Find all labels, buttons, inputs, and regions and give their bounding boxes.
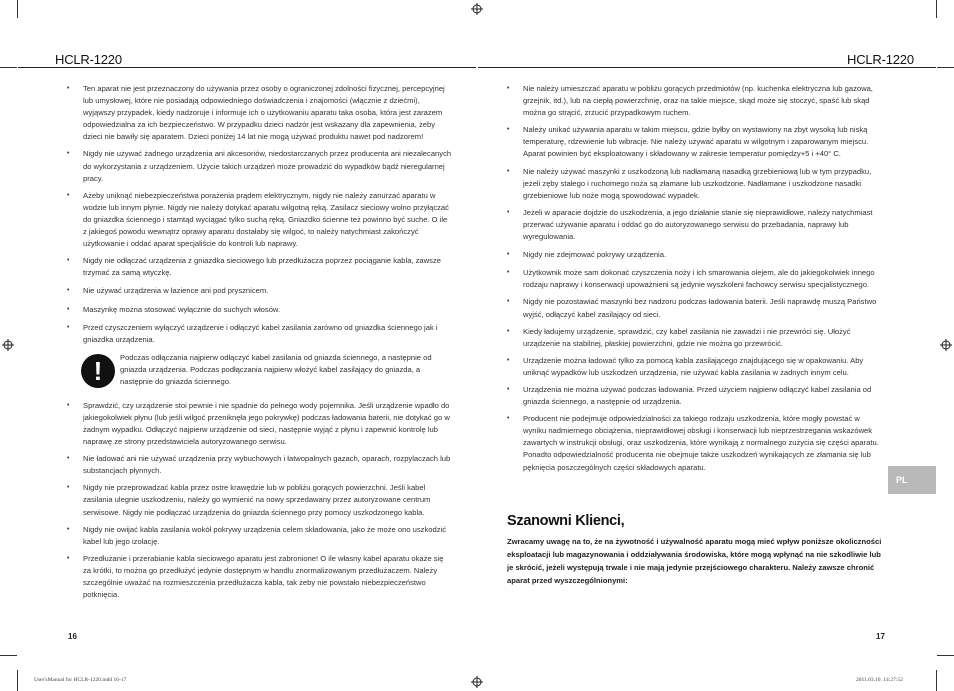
list-item: • Przed czyszczeniem wyłączyć urządzenie i odłączyć kabel zasilania zarówno od gniazdka ściennego jak i gniazdka urządzenia. — [67, 322, 452, 346]
list-item: • Nie należy używać maszynki z uszkodzoną lub nadłamaną nasadką grzebieniową lub w tym przypadku, jeżeli zęby stałego i ruchomego noża są złamane lub uszkodzone. Nadłamane i uszkodzone nasadki grzebieniowe lub noże mogą spowodować wypadek. — [507, 166, 885, 202]
list-item: • Ażeby uniknąć niebezpieczeństwa porażenia prądem elektrycznym, nigdy nie należy zanurzać aparatu w wodzie lub innym płynie. Nigdy nie należy dotykać aparatu wilgotną ręką. Zasilacz sieciowy wolno przyłączać do gniazdka ściennego i stamtąd wyciągać tylko suchą ręką. Gniazdko ścienne też powinno być suche. O ile z jakiegoś powodu wewnątrz oprawy aparatu dostałaby się wilgoć, to należy natychmiast zakończyć użytkowanie i oddać aparat specjaliście do kontroli lub naprawy. — [67, 190, 452, 250]
footer-file: User'sManual for HCLR-1220.indd 16-17 — [34, 677, 127, 683]
crop-mark — [0, 655, 17, 656]
list-item: • Maszynkę można stosować wyłącznie do suchych włosów. — [67, 304, 452, 316]
list-item: • Ten aparat nie jest przeznaczony do używania przez osoby o ograniczonej zdolności fizycznej, percepcyjnej lub umysłowej, które nie posiadają odpowiedniego doświadczenia i znajomości (włącznie z dziećmi), wyjąwszy przypadek, kiedy nadzoruje i informuje ich o użytkowaniu aparatu taka osoba, która jest zarazem odpowiedzialna za ich bezpieczeństwo. W przypadku dzieci nadzór jest wskazany dla zapewnienia, żeby dzieci nie bawiły się aparatem. Dzieci poniżej 14 lat nie mogą używać produktu nawet pod nadzorem! — [67, 83, 452, 143]
footer-timestamp: 2011.03.10. 14:27:52 — [856, 677, 903, 683]
list-item: • Nigdy nie owijać kabla zasilania wokół pokrywy urządzenia celem składowania, jako że może ono uszkodzić kabel lub jego izolację. — [67, 524, 452, 548]
warning-box — [67, 352, 452, 396]
list-item: • Nigdy nie pozostawiać maszynki bez nadzoru podczas ładowania baterii. Jeśli naprawdę muszą Państwo wyjść, odłączyć kabel zasilający od sieci. — [507, 296, 885, 320]
list-item: • Nie ładować ani nie używać urządzenia przy wybuchowych i łatwopalnych gazach, oparach, rozpylaczach lub substancjach płynnych. — [67, 453, 452, 477]
crop-mark — [936, 670, 937, 691]
crop-mark — [17, 670, 18, 691]
list-item: • Nigdy nie odłączać urządzenia z gniazdka sieciowego lub przedłużacza poprzez pociąganie kabla, zawsze trzymać za samą wtyczkę. — [67, 255, 452, 279]
page-number-right: 17 — [876, 632, 885, 641]
crop-mark — [0, 67, 17, 68]
list-item: • Jeżeli w aparacie dojdzie do uszkodzenia, a jego działanie stanie się nieprawidłowe, należy natychmiast przerwać używanie aparatu i oddać go do autoryzowanego serwisu do przebadania, naprawy lub wyregulowania. — [507, 207, 885, 243]
header-rule — [18, 67, 476, 68]
list-item: • Nigdy nie przeprowadzać kabla przez ostre krawędzie lub w pobliżu gorących powierzchni. Jeśli kabel zasilania ulegnie uszkodzeniu, należy go wymienić na nowy sprzedawany przez autoryzowane centrum serwisowe. Nigdy nie podłączać urządzenia do gniazda ściennego przy pomocy uszkodzonego kabla. — [67, 482, 452, 518]
list-item: • Nigdy nie zdejmować pokrywy urządzenia. — [507, 249, 885, 261]
right-column — [507, 83, 885, 474]
section-heading: Szanowni Klienci, — [507, 513, 625, 529]
registration-mark-icon — [471, 3, 483, 15]
language-tab: PL — [888, 466, 936, 494]
right-page-header: HCLR-1220 — [847, 52, 914, 67]
exclamation-icon: ! — [81, 354, 115, 388]
list-item: • Nie używać urządzenia w łazience ani pod prysznicem. — [67, 285, 452, 297]
crop-mark — [17, 0, 18, 18]
left-page-header: HCLR-1220 — [55, 52, 122, 67]
list-item: • Należy unikać używania aparatu w takim miejscu, gdzie byłby on wystawiony na zbyt wysoką lub niską temperaturę, rdzewienie lub wibracje. Nie należy używać aparatu w wilgotnym i zaparowanym miejscu. Aparat powinien być eksploatowany i składowany w zakresie temperatur pomiędzy+5 i +40° C. — [507, 124, 885, 160]
crop-mark — [937, 67, 954, 68]
list-item: • Sprawdzić, czy urządzenie stoi pewnie i nie spadnie do pełnego wody pojemnika. Jeśli urządzenie wpadło do jakiegokolwiek płynu (lub jeśli wilgoć przeniknęła jego pokrywkę) podczas ładowania baterii, nie dotykać go w żadnym wypadku. Odłączyć najpierw urządzenie od sieci, następnie wyjąć z płynu i zapewnić kontrolę lub naprawę ze strony przedstawiciela autoryzowanego serwisu. — [67, 400, 452, 448]
registration-mark-icon — [2, 339, 14, 351]
list-item: • Urządzenie można ładować tylko za pomocą kabla zasilającego znajdującego się w opakowaniu. Aby uniknąć wypadków lub uszkodzeń urządzenia, nie używać kabla zasilania w żadnych innym celu. — [507, 355, 885, 379]
header-rule — [478, 67, 936, 68]
list-item: • Producent nie podejmuje odpowiedzialności za takiego rodzaju uszkodzenia, które mogły powstać w wyniku nadmiernego obciążenia, nieprawidłowej obsługi i konserwacji lub nieprzestrzegania wskazówek zawartych w instrukcji obsługi, oraz uszkodzenia, które wynikają z normalnego zużycia się części aparatu. Ponadto odpowiedzialność producenta nie obejmuje także uszkodzeń wynikających ze złamania się lub pęknięcia poszczególnych części składowych aparatu. — [507, 413, 885, 473]
crop-mark — [937, 655, 954, 656]
warning-text: Podczas odłączania najpierw odłączyć kabel zasilania od gniazda ściennego, a następnie od gniazda urządzenia. Podczas podłączania najpierw włożyć kabel zasilający do gniazda, a następnie do gniazda ściennego. — [120, 352, 432, 386]
crop-mark — [936, 0, 937, 18]
list-item: • Urządzenia nie można używać podczas ładowania. Przed użyciem najpierw odłączyć kabel zasilania od gniazda ściennego, a następnie od urządzenia. — [507, 384, 885, 408]
list-item: • Kiedy ładujemy urządzenie, sprawdzić, czy kabel zasilania nie zawadzi i nie przewróci się. Ułożyć urządzenie na stabilnej, płaskiej powierzchni, gdzie nie można go przewrócić. — [507, 326, 885, 350]
list-item: • Nie należy umieszczać aparatu w pobliżu gorących przedmiotów (np. kuchenka elektryczna lub gazowa, grzejnik, itd.), lub na ciepłą powierzchnię, oraz na takie miejsce, skąd może się stoczyć, spaść lub skąd można go strącić, zrzucić przypadkowym ruchem. — [507, 83, 885, 119]
registration-mark-icon — [940, 339, 952, 351]
list-item: • Przedłużanie i przerabianie kabla sieciowego aparatu jest zabronione! O ile własny kabel aparatu okaże się za krótki, to można go przedłużyć jedynie dostępnym w handlu znormalizowanym przedłużaczem. Należy szczególnie uważać na rozmieszczenia przedłużacza kabla, tak żeby nie powstało niebezpieczeństwo potknięcia. — [67, 553, 452, 601]
list-item: • Nigdy nie używać żadnego urządzenia ani akcesoriów, niedostarczanych przez producenta ani niezalecanych do wykorzystania z urządzeniem. Użycie takich urządzeń może prowadzić do wypadków bądź nieregularnej pracy. — [67, 148, 452, 184]
list-item: • Użytkownik może sam dokonać czyszczenia noży i ich smarowania olejem, ale do jakiegokolwiek innego rodzaju naprawy i konserwacji upoważnieni są jedynie wyszkoleni fachowcy serwisu specjalistycznego. — [507, 267, 885, 291]
registration-mark-icon — [471, 676, 483, 688]
intro-paragraph: Zwracamy uwagę na to, że na żywotność i używalność aparatu mogą mieć wpływ poniższe okoliczności eksploatacji lub magazynowania i oddziaływania środowiska, które mogą wpłynąć na nie szkodliwie lub je skrócić, jeżeli występują trwale i nie mają jedynie przejściowego charakteru. Należy zawsze chronić aparat przed wyszczególnionymi: — [507, 537, 882, 585]
page-number-left: 16 — [68, 632, 77, 641]
left-column — [67, 83, 452, 601]
